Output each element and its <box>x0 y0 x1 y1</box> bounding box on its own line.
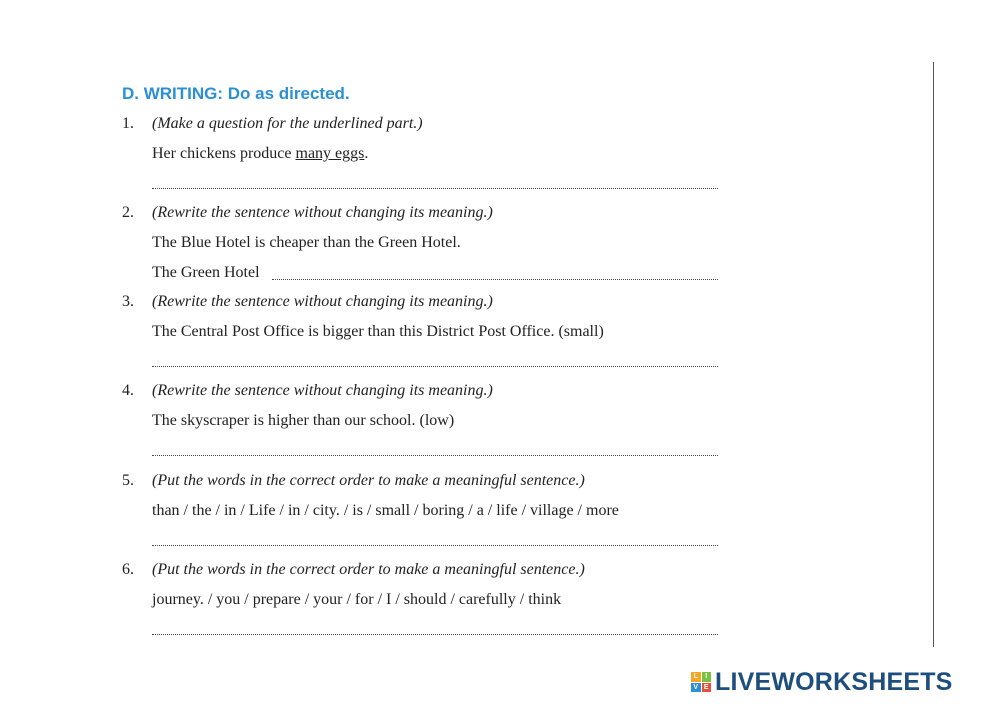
logo-mark-letter: V <box>691 683 701 693</box>
answer-line[interactable] <box>152 365 718 367</box>
question-sentence: The Central Post Office is bigger than this District Post Office. (small) <box>152 323 604 340</box>
question-instruction: (Rewrite the sentence without changing its meaning.) <box>152 204 493 221</box>
question-sentence: The Blue Hotel is cheaper than the Green Hotel. <box>152 234 461 251</box>
question-number: 1. <box>122 115 134 132</box>
answer-line[interactable] <box>152 633 718 635</box>
liveworksheets-logo[interactable] <box>691 668 953 696</box>
question-sentence: The skyscraper is higher than our school. (low) <box>152 412 455 429</box>
page-edge-rule <box>933 62 934 647</box>
answer-line[interactable] <box>272 278 718 280</box>
answer-line[interactable] <box>152 187 718 189</box>
question-instruction: (Rewrite the sentence without changing its meaning.) <box>152 382 493 399</box>
question-instruction: (Make a question for the underlined part.) <box>152 115 423 132</box>
logo-mark-letter: L <box>691 672 701 682</box>
question-number: 6. <box>122 561 134 578</box>
question-number: 3. <box>122 293 134 310</box>
question-instruction: (Put the words in the correct order to make a meaningful sentence.) <box>152 472 585 489</box>
section-heading: D. WRITING: Do as directed. <box>122 84 350 103</box>
question-number: 5. <box>122 472 134 489</box>
question-number: 2. <box>122 204 134 221</box>
answer-prefix: The Green Hotel <box>152 264 260 281</box>
sentence-part: . <box>364 145 369 162</box>
answer-line[interactable] <box>152 544 718 546</box>
answer-row <box>152 264 720 284</box>
logo-mark-icon <box>691 672 711 692</box>
question-instruction: (Rewrite the sentence without changing its meaning.) <box>152 293 493 310</box>
answer-line[interactable] <box>152 454 718 456</box>
underlined-part: many eggs <box>295 145 365 162</box>
logo-text: LIVEWORKSHEETS <box>715 667 953 696</box>
logo-mark-letter: I <box>702 672 712 682</box>
logo-mark-letter: E <box>702 683 712 693</box>
question-sentence <box>152 145 368 163</box>
question-number: 4. <box>122 382 134 399</box>
question-instruction: (Put the words in the correct order to make a meaningful sentence.) <box>152 561 585 578</box>
question-sentence: than / the / in / Life / in / city. / is / small / boring / a / life / village / more <box>152 502 619 519</box>
question-sentence: journey. / you / prepare / your / for / I / should / carefully / think <box>152 591 562 608</box>
sentence-part: Her chickens produce <box>152 145 296 162</box>
